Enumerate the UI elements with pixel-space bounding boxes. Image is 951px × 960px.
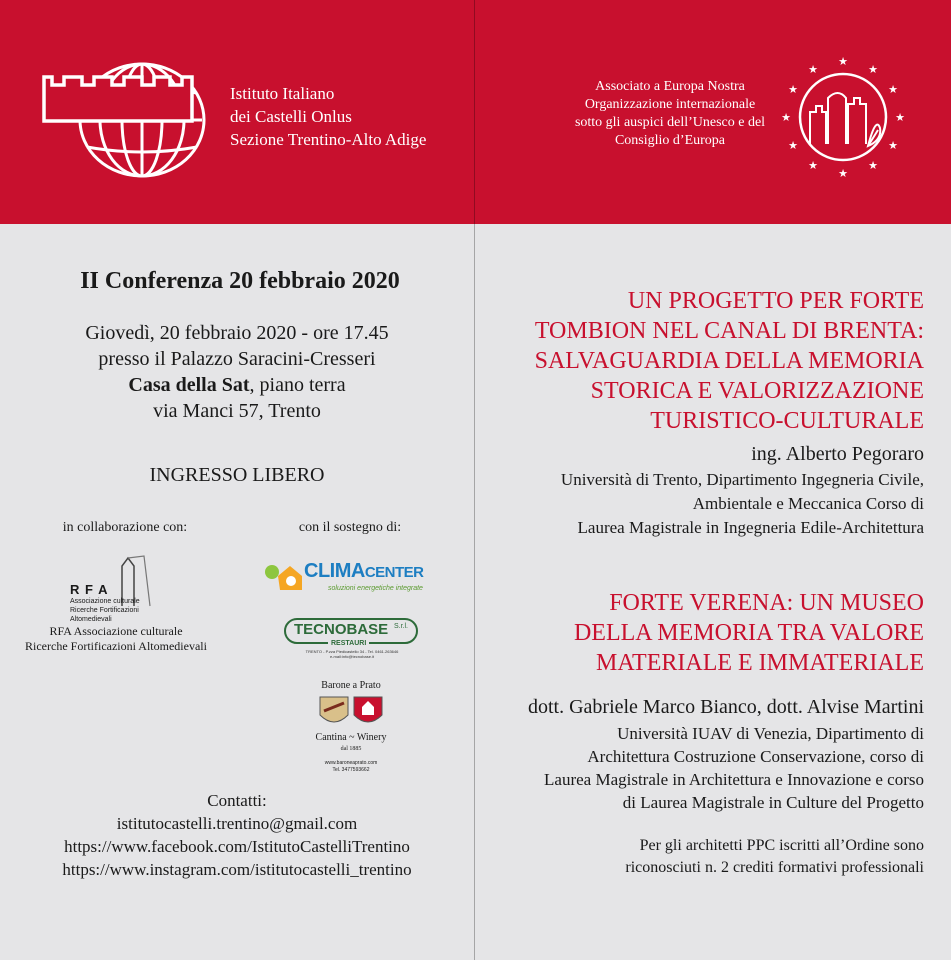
- event-date: Giovedì, 20 febbraio 2020 - ore 17.45: [85, 322, 389, 344]
- rfa-logo-sub: [70, 597, 165, 624]
- credits-line: Per gli architetti PPC iscritti all’Ordine sono: [639, 837, 924, 854]
- tecnobase-logo: [284, 618, 420, 660]
- barone-sub: Cantina ~ Winery: [315, 732, 387, 743]
- contact-facebook-link[interactable]: https://www.facebook.com/IstitutoCastelliTrentino: [64, 837, 410, 856]
- talk2-affiliation: [476, 722, 924, 814]
- talk2-affil-line: Università IUAV di Venezia, Dipartimento di: [617, 724, 924, 743]
- barone-web: www.baroneaprato.com: [324, 760, 378, 766]
- affiliation-text: [540, 78, 800, 150]
- fold-line: [474, 0, 475, 960]
- tecnobase-name: TECNOBASE: [294, 621, 389, 638]
- institute-line: Istituto Italiano: [230, 84, 335, 103]
- contacts-label: Contatti:: [207, 791, 267, 810]
- conference-title: II Conferenza 20 febbraio 2020: [80, 268, 400, 294]
- institute-line: Sezione Trentino-Alto Adige: [230, 130, 427, 149]
- svg-text:★: ★: [838, 55, 848, 68]
- rfa-caption-line: Ricerche Fortificazioni Altomedievali: [25, 639, 207, 653]
- affiliation-line: sotto gli auspici dell’Unesco e del: [574, 115, 766, 130]
- talk1-title: [476, 286, 924, 436]
- talk1-affil-line: Ambientale e Meccanica Corso di: [692, 494, 924, 513]
- svg-text:★: ★: [888, 83, 898, 96]
- contact-instagram-link[interactable]: https://www.instagram.com/istitutocastelli_trentino: [62, 860, 412, 879]
- svg-text:★: ★: [788, 139, 798, 152]
- credits-note: [476, 835, 924, 879]
- climacenter-logo: [262, 556, 447, 596]
- clima-sub: soluzioni energetiche integrate: [328, 585, 423, 592]
- talk1-title-line: STORICA E VALORIZZAZIONE: [590, 378, 924, 404]
- talk2-title-line: FORTE VERENA: UN MUSEO: [609, 590, 924, 616]
- affiliation-line: Associato a Europa Nostra: [595, 79, 745, 94]
- tecnobase-srl: S.r.l.: [394, 623, 409, 630]
- tecnobase-address-line: TRENTO - P.zza Piedicastello 34 - Tel. 0461.263646: [305, 649, 399, 654]
- talk1-affil-line: Laurea Magistrale in Ingegneria Edile-Architettura: [577, 518, 924, 537]
- castelli-globe-logo: [42, 55, 216, 181]
- talk1-title-line: UN PROGETTO PER FORTE: [627, 288, 924, 314]
- svg-text:★: ★: [838, 167, 848, 180]
- rfa-caption: [10, 624, 222, 654]
- svg-text:★: ★: [808, 159, 818, 172]
- affiliation-line: Consiglio d’Europa: [614, 133, 726, 148]
- barone-title: Barone a Prato: [321, 680, 381, 691]
- contact-email[interactable]: istitutocastelli.trentino@gmail.com: [116, 814, 358, 833]
- rfa-sub-line: Ricerche Fortificazioni Altomedievali: [70, 607, 139, 623]
- clima-text-a: CLIMA: [304, 560, 365, 582]
- talk2-title-line: DELLA MEMORIA TRA VALORE: [573, 620, 924, 646]
- svg-text:★: ★: [868, 63, 878, 76]
- collaboration-label: in collaborazione con:: [62, 520, 188, 535]
- rfa-sub-line: Associazione culturale: [70, 598, 140, 605]
- talk1-affiliation: [476, 468, 924, 540]
- event-details: [0, 320, 474, 424]
- affiliation-line: Organizzazione internazionale: [584, 97, 756, 112]
- rfa-logo-text: R F A: [70, 582, 109, 597]
- talk2-title: [476, 588, 924, 678]
- event-address: via Manci 57, Trento: [153, 400, 321, 422]
- europa-nostra-logo: [780, 54, 906, 180]
- support-label: con il sostegno di:: [298, 520, 402, 535]
- venue-name: Casa della Sat: [128, 374, 250, 396]
- svg-text:★: ★: [888, 139, 898, 152]
- clima-text-b: CENTER: [364, 564, 424, 581]
- rfa-logo: [62, 554, 162, 623]
- talk2-affil-line: di Laurea Magistrale in Culture del Progetto: [622, 793, 924, 812]
- talk2-affil-line: Architettura Costruzione Conservazione, corso di: [587, 747, 924, 766]
- svg-text:★: ★: [781, 111, 791, 124]
- talk1-affil-line: Università di Trento, Dipartimento Ingegneria Civile,: [560, 470, 924, 489]
- free-entry: INGRESSO LIBERO: [149, 464, 325, 486]
- sun-house-icon: [262, 558, 302, 592]
- tecnobase-sub: RESTAURI: [328, 640, 369, 647]
- barone-contact: [298, 760, 404, 774]
- talk1-title-line: TOMBION NEL CANAL DI BRENTA:: [534, 318, 924, 344]
- svg-text:★: ★: [808, 63, 818, 76]
- venue-floor: , piano terra: [249, 374, 346, 396]
- talk1-title-line: SALVAGUARDIA DELLA MEMORIA: [534, 348, 924, 374]
- svg-text:★: ★: [868, 159, 878, 172]
- credits-line: riconosciuti n. 2 crediti formativi professionali: [625, 859, 924, 876]
- barone-tel: Tel. 3477593662: [332, 767, 370, 773]
- institute-line: dei Castelli Onlus: [230, 107, 352, 126]
- barone-crests-icon: [318, 695, 386, 729]
- svg-text:★: ★: [895, 111, 905, 124]
- talk1-title-line: TURISTICO-CULTURALE: [650, 408, 924, 434]
- talk2-affil-line: Laurea Magistrale in Architettura e Innovazione e corso: [544, 770, 924, 789]
- talk2-title-line: MATERIALE E IMMATERIALE: [596, 650, 924, 676]
- event-place: presso il Palazzo Saracini-Cresseri: [98, 348, 376, 370]
- contacts: [0, 789, 474, 881]
- svg-text:★: ★: [788, 83, 798, 96]
- event-venue: [0, 372, 474, 398]
- tecnobase-address: [284, 649, 420, 659]
- institute-name: [230, 82, 470, 151]
- tecnobase-email-line: e-mail:info@tecnobase.it: [329, 654, 375, 659]
- talk2-speakers: dott. Gabriele Marco Bianco, dott. Alvise Martini: [527, 696, 924, 718]
- rfa-caption-line: RFA Associazione culturale: [49, 624, 183, 638]
- talk1-speaker: ing. Alberto Pegoraro: [751, 443, 924, 465]
- barone-since: dal 1885: [340, 746, 362, 752]
